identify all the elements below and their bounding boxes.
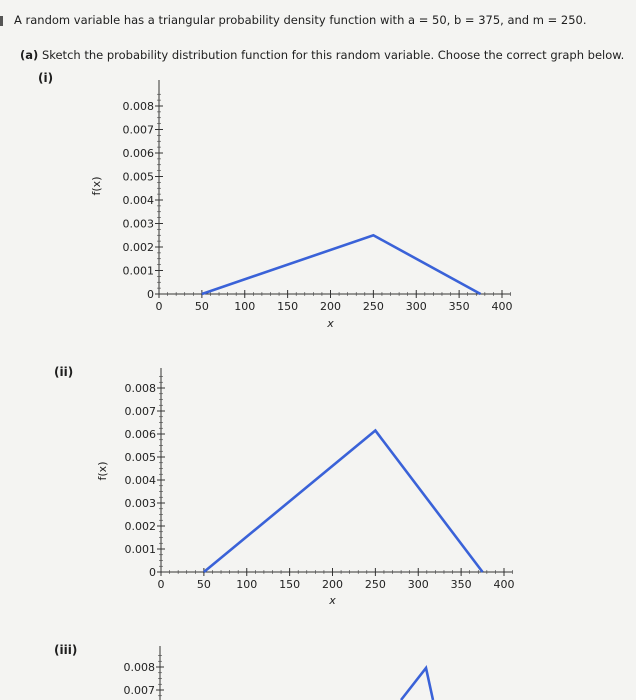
x-tick-label: 0 — [157, 578, 165, 591]
y-tick-label: 0.003 — [122, 217, 154, 231]
y-tick-label: 0.007 — [124, 405, 156, 418]
y-tick-label: 0.007 — [122, 123, 154, 137]
y-tick-label: 0.003 — [124, 497, 156, 510]
y-tick-label: 0.008 — [124, 382, 156, 395]
y-tick-label: 0.008 — [123, 661, 155, 674]
x-tick-label: 50 — [194, 300, 209, 313]
x-tick-label: 100 — [236, 578, 258, 591]
y-tick-label: 0.002 — [124, 520, 156, 533]
x-tick-label: 150 — [279, 578, 301, 591]
x-tick-label: 250 — [362, 300, 384, 313]
x-tick-label: 50 — [196, 578, 211, 591]
x-tick-label: 400 — [491, 300, 513, 313]
y-tick-label: 0 — [149, 566, 156, 579]
y-tick-label: 0.006 — [124, 428, 156, 441]
y-tick-label: 0.007 — [123, 684, 155, 697]
y-axis-label: f(x) — [96, 461, 109, 481]
x-axis-label: x — [327, 317, 334, 330]
y-tick-label: 0.001 — [122, 264, 154, 278]
question-text: A random variable has a triangular probability density function with a = 50, b = 375, and m = 250. — [14, 13, 587, 27]
y-tick-label: 0.001 — [124, 543, 156, 556]
x-tick-label: 150 — [277, 300, 299, 313]
x-tick-label: 350 — [448, 300, 470, 313]
option-iii-label[interactable]: (iii) — [54, 643, 78, 657]
y-tick-label: 0.002 — [122, 241, 154, 254]
x-axis-label: x — [329, 594, 336, 607]
y-tick-label: 0.008 — [122, 100, 154, 113]
y-tick-label: 0.004 — [122, 194, 154, 207]
part-a-label: (a) — [20, 48, 39, 62]
x-tick-label: 350 — [450, 578, 472, 591]
x-tick-label: 250 — [364, 578, 386, 591]
part-a-text: Sketch the probability distribution function for this random variable. Choose the correct graph below. — [41, 48, 625, 62]
x-tick-label: 300 — [407, 578, 429, 591]
density-line-partial — [401, 668, 433, 700]
x-tick-label: 300 — [405, 300, 427, 313]
y-tick-label: 0 — [147, 288, 154, 301]
y-tick-label: 0.006 — [122, 147, 154, 160]
x-tick-label: 400 — [493, 578, 515, 591]
x-tick-label: 200 — [322, 578, 343, 591]
x-tick-label: 200 — [320, 300, 341, 313]
x-tick-label: 0 — [155, 300, 163, 313]
option-ii-label[interactable]: (ii) — [54, 365, 74, 379]
y-tick-label: 0.005 — [122, 170, 154, 184]
option-i-label[interactable]: (i) — [38, 71, 54, 85]
x-tick-label: 100 — [234, 300, 256, 313]
y-tick-label: 0.005 — [124, 451, 156, 464]
y-tick-label: 0.004 — [124, 474, 156, 487]
y-axis-label: f(x) — [90, 176, 103, 196]
